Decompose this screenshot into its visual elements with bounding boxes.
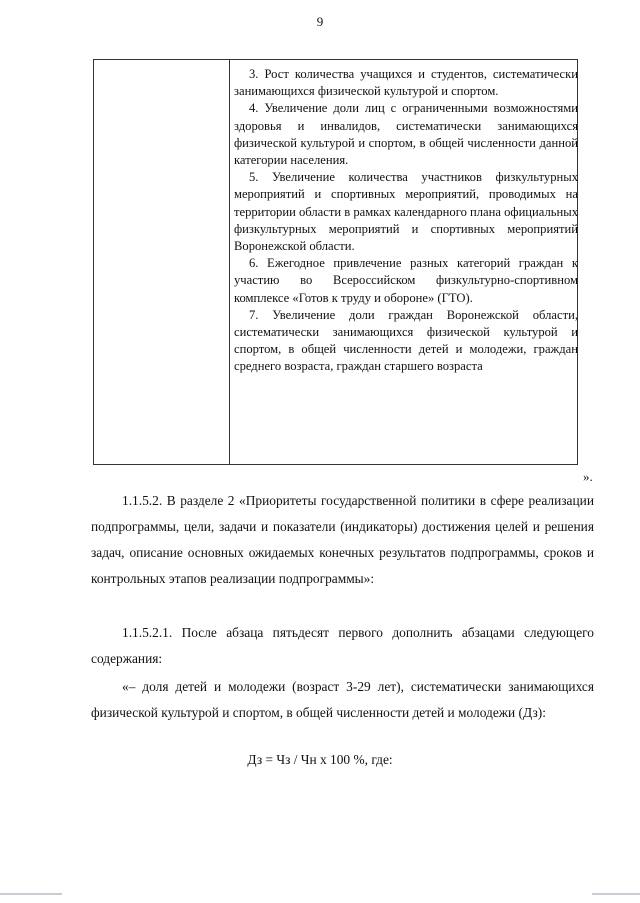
paragraph-indicator-definition: «– доля детей и молодежи (возраст 3-29 лет), систематически занимающихся физической культурой и спортом, в общей численности детей и молодежи (Дз): [91,679,594,720]
table-item-7: 7. Увеличение доли граждан Воронежской области, систематически занимающихся физической культурой и спортом, в общей численности детей и молодежи, граждан среднего возраста, граждан старшего возраста [234,307,578,374]
table-right-cell [234,66,578,376]
paragraph-1-1-5-2-1: 1.1.5.2.1. После абзаца пятьдесят первого дополнить абзацами следующего содержания: [91,625,594,666]
table-item-3: 3. Рост количества учащихся и студентов, систематически занимающихся физической культурой и спортом. [234,67,578,99]
paragraph-1-1-5-2: 1.1.5.2. В разделе 2 «Приоритеты государственной политики в сфере реализации подпрограммы, цели, задачи и показатели (индикаторы) достижения целей и решения задач, описание основных ожидаемых конечных результатов подпрограммы, сроков и контрольных этапов реализации подпрограммы»: [91,493,594,586]
scan-edge-mark-right [592,893,640,895]
table-item-6: 6. Ежегодное привлечение разных категорий граждан к участию во Всероссийском физкультурно-спортивном комплексе «Готов к труду и обороне» (ГТО). [234,256,578,305]
page-number: 9 [316,14,324,29]
closing-quote: ». [583,469,593,484]
formula: Дз = Чз / Чн х 100 %, где: [247,752,393,767]
indicators-table [93,59,578,465]
table-item-4: 4. Увеличение доли лиц с ограниченными возможностями здоровья и инвалидов, систематически занимающихся физической культурой и спортом, в общей численности данной категории населения. [234,101,578,168]
table-item-5: 5. Увеличение количества участников физкультурных мероприятий и спортивных мероприятий, проводимых на территории области в рамках календарного плана официальных физкультурных мероприятий и спортивных мероприятий Воронежской области. [234,170,579,254]
table-column-divider [229,60,230,464]
scan-edge-mark-left [0,893,62,895]
